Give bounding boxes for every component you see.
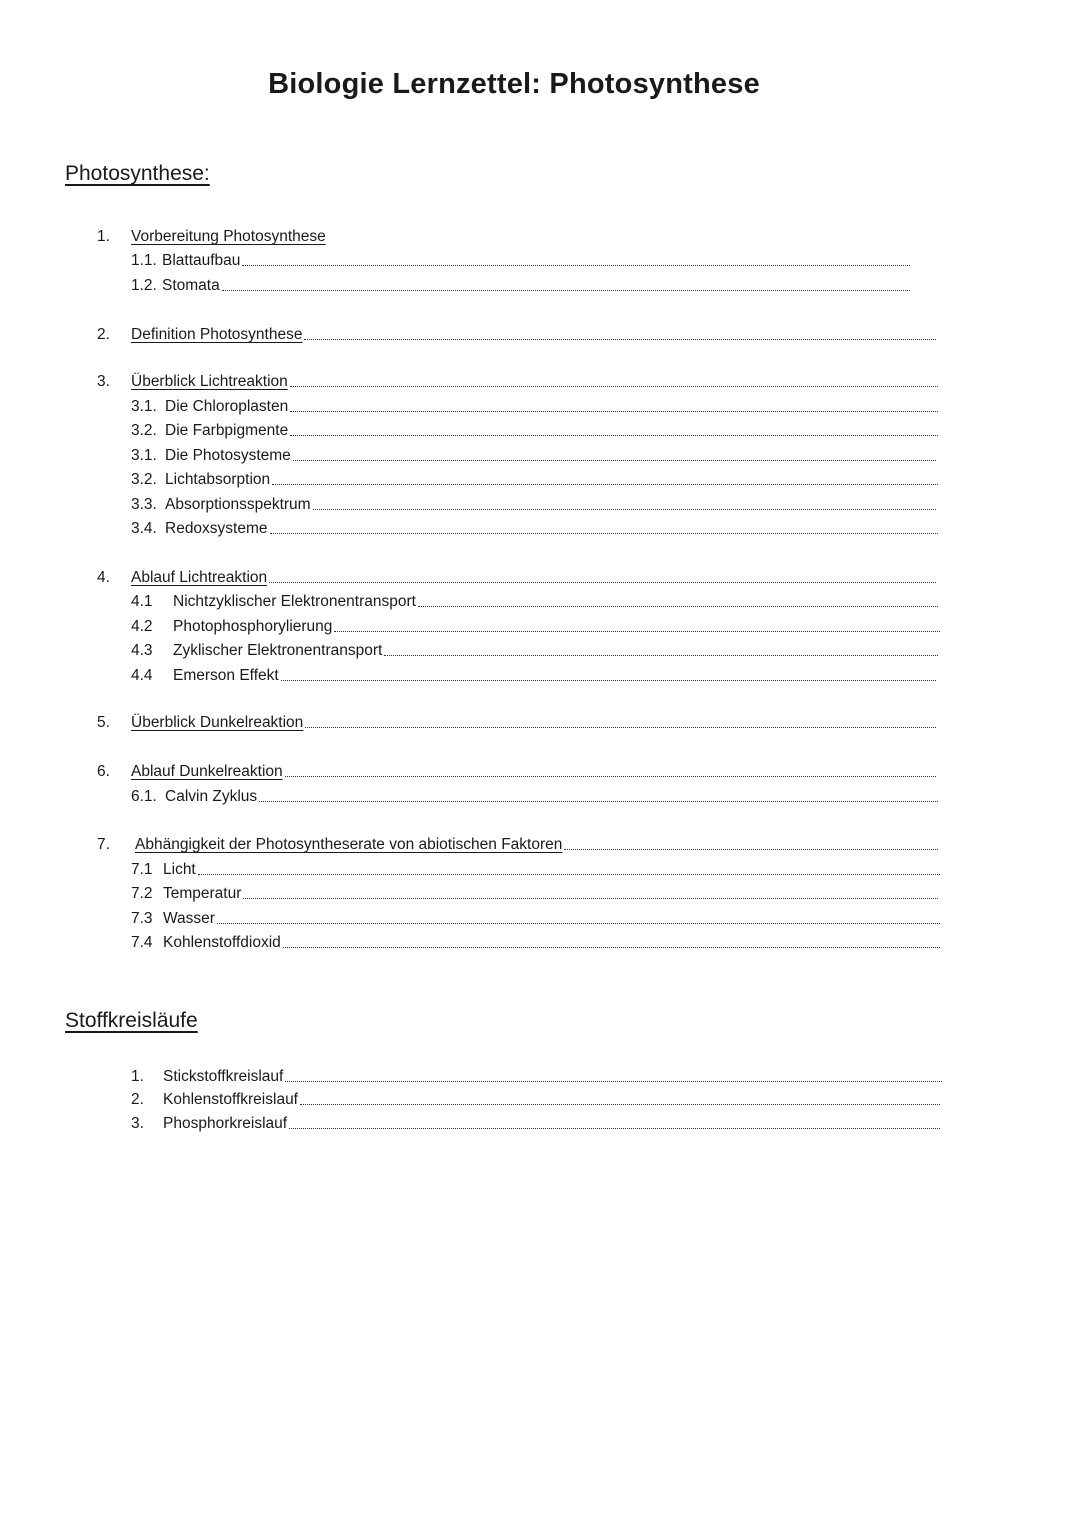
toc-entry-label: Nichtzyklischer Elektronentransport [173,593,416,610]
toc-entry-label: Kohlenstoffkreislauf [163,1091,298,1108]
toc-leader-dots [290,435,938,436]
toc-entry-label: Stomata [162,277,220,294]
toc-leader-dots [198,874,940,875]
toc-entry-2[interactable] [97,324,936,346]
toc-entry-3-4[interactable] [131,518,938,540]
toc-entry-4-2[interactable] [131,616,940,638]
toc-leader-dots [290,411,938,412]
section-heading-photosynthese: Photosynthese: [65,162,210,185]
toc-entry-3-1[interactable] [131,396,938,418]
toc-entry-number: 6.1. [131,788,157,805]
toc-entry-number: 1. [131,1068,144,1085]
toc-entry-label: Überblick Dunkelreaktion [131,714,304,731]
toc-entry-number: 5. [97,714,110,731]
toc-entry-4-3[interactable] [131,640,938,662]
toc-entry-1[interactable] [97,226,940,248]
toc-entry-7-4[interactable] [131,932,940,954]
toc-entry-label: Vorbereitung Photosynthese [131,228,326,245]
toc-entry-label: Calvin Zyklus [165,788,258,805]
toc-entry-3-1b[interactable] [131,445,936,467]
toc-entry-number: 7.4 [131,934,153,951]
toc-leader-dots [304,339,936,340]
toc-entry-number: 4.3 [131,642,153,659]
toc-entry-1-2[interactable] [131,275,910,297]
toc-leader-dots [313,509,936,510]
toc-leader-dots [564,849,938,850]
toc-entry-3-2b[interactable] [131,469,938,491]
toc-entry-number: 3.3. [131,496,157,513]
toc-leader-dots [283,947,940,948]
toc-entry-label: Kohlenstoffdioxid [163,934,281,951]
toc-entry-number: 4.4 [131,667,153,684]
toc-entry-3-3[interactable] [131,494,936,516]
toc-entry-7-1[interactable] [131,859,940,881]
toc-entry-label: Wasser [163,910,215,927]
toc-entry-label: Temperatur [163,885,242,902]
toc-entry-label: Absorptionsspektrum [165,496,311,513]
toc-entry-number: 3.1. [131,447,157,464]
toc-entry-label: Die Photosysteme [165,447,291,464]
toc-leader-dots [285,1081,942,1082]
toc-entry-label: Redoxsysteme [165,520,268,537]
toc-entry-7-2[interactable] [131,883,938,905]
toc-entry-4-1[interactable] [131,591,938,613]
toc-entry-5[interactable] [97,712,936,734]
toc-leader-dots [243,898,938,899]
toc-entry-label: Ablauf Dunkelreaktion [131,763,283,780]
toc-entry-3-2[interactable] [131,420,938,442]
toc-leader-dots [384,655,938,656]
toc-leader-dots [293,460,936,461]
toc-entry-label: Definition Photosynthese [131,326,303,343]
toc-entry-6-1[interactable] [131,786,938,808]
toc-entry-label: Die Farbpigmente [165,422,289,439]
section-heading-stoffkreislaeufe: Stoffkreisläufe [65,1009,198,1032]
toc-entry-number: 7.2 [131,885,153,902]
toc-entry-label: Überblick Lichtreaktion [131,373,288,390]
toc-leader-dots [217,923,940,924]
toc-entry-1-1[interactable] [131,250,910,272]
toc-entry-4[interactable] [97,567,936,589]
toc-leader-dots [269,582,936,583]
toc-entry-label: Lichtabsorption [165,471,271,488]
toc-entry-label: Ablauf Lichtreaktion [131,569,268,586]
toc-leader-dots [242,265,910,266]
toc-leader-dots [305,727,936,728]
toc-entry-number: 1.2. [131,277,157,294]
toc-entry-7-3[interactable] [131,908,940,930]
toc-entry-label: Emerson Effekt [173,667,279,684]
toc-entry-number: 1.1. [131,252,157,269]
toc-entry-label: Photophosphorylierung [173,618,333,635]
toc-entry-7[interactable] [97,834,938,856]
toc-entry-4-4[interactable] [131,665,936,687]
toc-leader-dots [285,776,936,777]
toc-entry-number: 4.1 [131,593,153,610]
toc-leader-dots [290,386,938,387]
toc-leader-dots [270,533,938,534]
toc-leader-dots [272,484,938,485]
toc-entry-number: 2. [97,326,110,343]
toc-leader-dots [222,290,910,291]
toc-leader-dots [418,606,938,607]
toc-leader-dots [300,1104,940,1105]
toc-leader-dots [259,801,938,802]
toc-entry-number: 3. [97,373,110,390]
toc-entry-number: 4. [97,569,110,586]
toc-leader-dots [289,1128,940,1129]
toc-entry-number: 3.2. [131,422,157,439]
toc-entry-number: 3.1. [131,398,157,415]
toc-entry-number: 3.4. [131,520,157,537]
toc-entry-3[interactable] [97,371,938,393]
page-title: Biologie Lernzettel: Photosynthese [268,68,760,100]
toc-entry-label: Zyklischer Elektronentransport [173,642,383,659]
toc-entry-number: 7.3 [131,910,153,927]
toc-entry-stickstoff[interactable] [131,1066,942,1088]
toc-leader-dots [334,631,940,632]
toc-entry-phosphor[interactable] [131,1113,940,1135]
toc-entry-label: Phosphorkreislauf [163,1115,288,1132]
toc-entry-label: Licht [163,861,196,878]
toc-entry-label: Blattaufbau [162,252,241,269]
toc-entry-number: 7. [97,836,110,853]
toc-entry-number: 1. [97,228,110,245]
toc-entry-number: 7.1 [131,861,153,878]
toc-entry-number: 3. [131,1115,144,1132]
toc-entry-number: 6. [97,763,110,780]
toc-entry-number: 3.2. [131,471,157,488]
toc-entry-label: Stickstoffkreislauf [163,1068,284,1085]
toc-entry-6[interactable] [97,761,936,783]
toc-entry-number: 4.2 [131,618,153,635]
toc-entry-label: Abhängigkeit der Photosyntheserate von abiotischen Faktoren [135,836,563,853]
toc-leader-dots [281,680,936,681]
toc-entry-number: 2. [131,1091,144,1108]
toc-entry-label: Die Chloroplasten [165,398,289,415]
toc-entry-kohlenstoff[interactable] [131,1089,940,1111]
